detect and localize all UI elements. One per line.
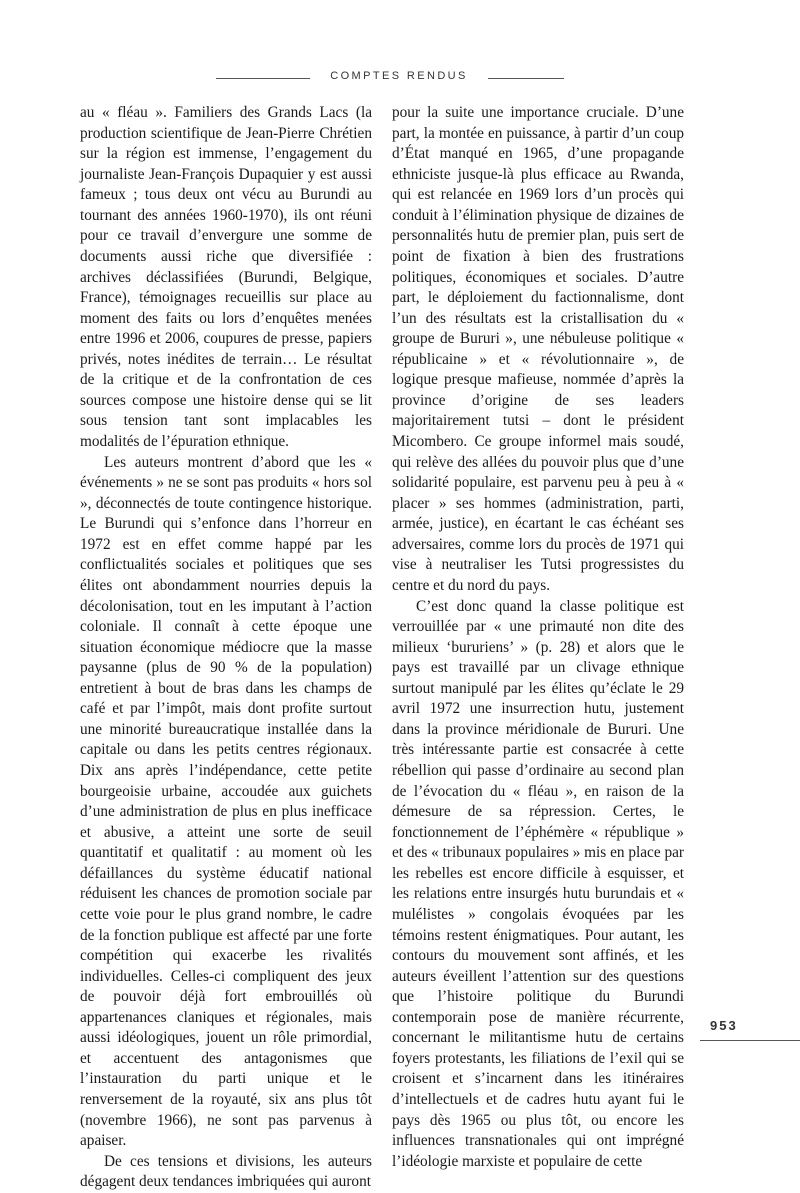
right-column xyxy=(392,103,684,1170)
right-paragraph-1: pour la suite une importance cruciale. D’une part, la montée en puissance, à partir d’un coup d’État manqué en 1965, d’une propagande ethniciste jusque-là plus efficace au Rwanda, qui est relancée en 1969 lors d’un procès qui conduit à l’élimination physique de dizaines de personnalités hutu de premier plan, puis sert de point de fixation à bien des frustrations politiques, économiques et sociales. D’autre part, le déploiement du factionnalisme, dont l’un des résultats est la cristallisation du « groupe de Bururi », une nébuleuse politique « républicaine » et « révolutionnaire », de logique presque mafieuse, nommée d’après la province d’origine de ses leaders majoritairement tutsi – dont le président Micombero. Ce groupe informel mais soudé, qui relève des allées du pouvoir plus que d’une solidarité populaire, est parvenu peu à peu à « placer » ses hommes (administration, parti, armée, justice), en écartant le cas échéant ses adversaires, comme lors du procès de 1971 qui vise à neutraliser les Tutsi progressistes du centre et du nord du pays. xyxy=(392,104,684,594)
left-paragraph-2: Les auteurs montrent d’abord que les « événements » ne se sont pas produits « hors sol », déconnectés de toute contingence historique. Le Burundi qui s’enfonce dans l’horreur en 1972 est en effet comme happé par les conflictualités sociales et politiques que ses élites ont abondamment nourries depuis la décolonisation, tout en les imputant à l’action coloniale. Il connaît à cette époque une situation économique médiocre que la masse paysanne (plus de 90 % de la population) entretient à bout de bras dans les champs de café et par l’impôt, mais dont profite surtout une minorité bureaucratique installée dans la capitale ou dans les petits centres régionaux. Dix ans après l’indépendance, cette petite bourgeoisie urbaine, accoudée aux guichets d’une administration de plus en plus inefficace et abusive, a atteint une sorte de seuil quantitatif et qualitatif : au moment où les défaillances du système éducatif national réduisent les chances de promotion sociale par cette voie pour le plus grand nombre, le cadre de la fonction publique est affecté par une forte compétition qui exacerbe les rivalités individuelles. Celles-ci compliquent des jeux de pouvoir déjà fort embrouillés où appartenances claniques et régionales, mais aussi idéologiques, jouent un rôle primordial, et accentuent des antagonismes que l’instauration du parti unique et le renversement de la royauté, six ans plus tôt (novembre 1966), ne sont pas parvenus à apaiser. xyxy=(80,453,372,1150)
header-rule-left xyxy=(216,78,310,79)
page-number-rule xyxy=(700,1040,800,1041)
left-paragraph-3: De ces tensions et divisions, les auteurs dégagent deux tendances imbriquées qui auront xyxy=(80,1152,372,1191)
running-title: COMPTES RENDUS xyxy=(330,70,468,82)
page-number: 953 xyxy=(710,1018,738,1033)
left-paragraph-1: au « fléau ». Familiers des Grands Lacs (la production scientifique de Jean-Pierre Chrétien sur la région est immense, l’engagement du journaliste Jean-François Dupaquier y est aussi fameux ; tous deux ont vécu au Burundi au tournant des années 1960-1970), ils ont réuni pour ce travail d’envergure une somme de documents aussi riche que diversifiée : archives déclassifiées (Burundi, Belgique, France), témoignages recueillis sur place au moment des faits ou lors d’enquêtes menées entre 1996 et 2006, coupures de presse, papiers privés, notes inédites de terrain… Le résultat de la critique et de la confrontation de ces sources compose une histoire dense qui se lit sous tension tant sont implacables les modalités de l’épuration ethnique. xyxy=(80,104,372,450)
right-paragraph-2: C’est donc quand la classe politique est verrouillée par « une primauté non dite des milieux ‘bururiens’ » (p. 28) et alors que le pays est travaillé par un clivage ethnique surtout manipulé par les élites qu’éclate le 29 avril 1972 une insurrection hutu, justement dans la province méridionale de Bururi. Une très intéressante partie est consacrée à cette rébellion qui passe d’ordinaire au second plan de l’évocation du « fléau », en raison de la démesure de sa répression. Certes, le fonctionnement de l’éphémère « république » et des « tribunaux populaires » mis en place par les rebelles est encore difficile à esquisser, et les relations entre insurgés hutu burundais et « mulélistes » congolais évoquées par les témoins restent énigmatiques. Pour autant, les contours du mouvement sont affinés, et les auteurs éveillent l’attention sur des questions que l’histoire politique du Burundi contemporain pose de manière récurrente, concernant le militantisme hutu de certains foyers protestants, les filiations de l’exil qui se croisent et s’incarnent dans les itinéraires d’intellectuels et de cadres hutu ayant fui le pays dès 1965 ou plus tôt, ou encore les influences transnationales qui ont imprégné l’idéologie marxiste et populaire de cette xyxy=(392,597,684,1170)
running-header xyxy=(0,70,800,86)
left-column xyxy=(80,103,372,1191)
header-rule-right xyxy=(488,78,564,79)
